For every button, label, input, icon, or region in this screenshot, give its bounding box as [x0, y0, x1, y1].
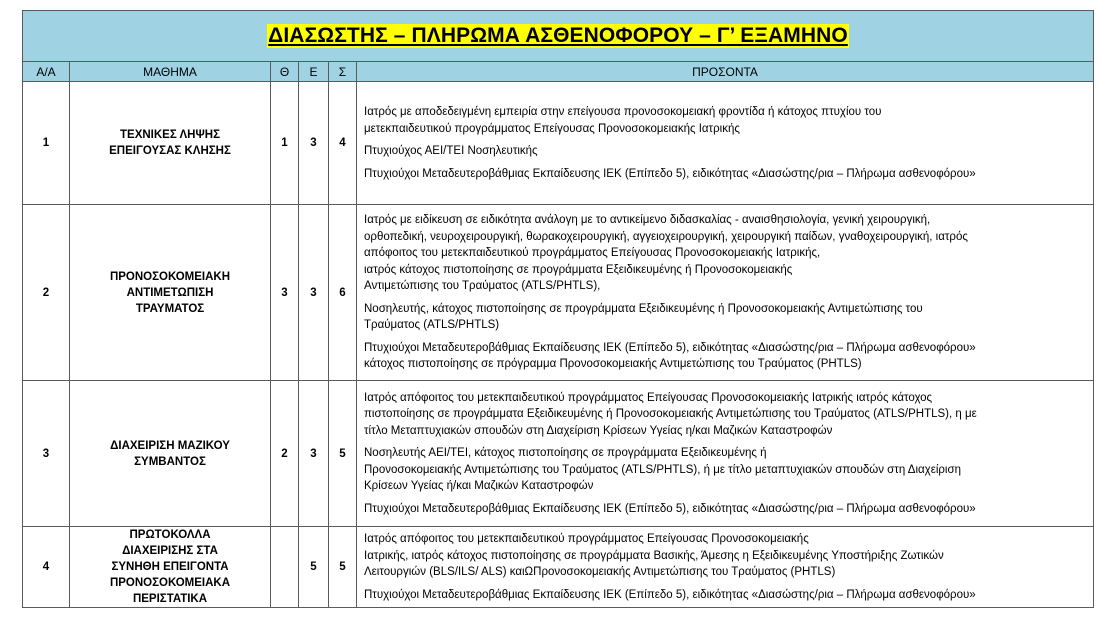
qualifications-cell [357, 527, 1094, 608]
qualification-item: Πτυχιούχοι Μεταδευτεροβάθμιας Εκπαίδευσης ΙΕΚ (Επίπεδο 5), ειδικότητας «Διασώστης/ρια – Πλήρωμα ασθενοφόρου» [364, 588, 976, 601]
header-theta: Θ [271, 62, 299, 82]
theta-cell: 1 [271, 82, 299, 205]
sigma-cell: 6 [329, 205, 357, 381]
theta-cell: 2 [271, 381, 299, 527]
table-row [23, 82, 1094, 205]
qualifications-cell [357, 82, 1094, 205]
subject-text: ΤΕΧΝΙΚΕΣ ΛΗΨΗΣ ΕΠΕΙΓΟΥΣΑΣ ΚΛΗΣΗΣ [109, 129, 231, 157]
qualification-item: Ιατρός απόφοιτος του μετεκπαιδευτικού προγράμματος Επείγουσας Προνοσοκομειακής Ιατρικής, ιατρός κάτοχος πιστοποίησης σε προγράμματα Βασικής, Άμεσης η Εξειδικευμένης Υποστήριξης Ζωτικών Λειτουργιών (BLS/ILS/ ALS) καιΩΠρονοσοκομειακής Αντιμετώπισης του Τραύματος (PHTLS) [364, 533, 944, 578]
table-row [23, 527, 1094, 608]
sigma-cell: 5 [329, 527, 357, 608]
qualification-item: Ιατρός με ειδίκευση σε ειδικότητα ανάλογη με το αντικείμενο διδασκαλίας - αναισθησιολογία, γενική χειρουργική, ορθοπεδική, νευροχειρουργική, θωρακοχειρουργική, αγγειοχειρουργική, χειρουργική παίδων, γναθοχειρουργική, ιατρός απόφοιτος του μετεκπαιδευτικού προγράμματος Επείγουσας Προνοσοκομειακής Ιατρικής, ιατρός κάτοχος πιστοποίησης σε προγράμματα Εξειδικευμένης ή Προνοσοκομειακής Αντιμετώπισης του Τραύματος (ATLS/PHTLS), [364, 214, 968, 293]
sigma-cell: 5 [329, 381, 357, 527]
qualification-item: Νοσηλευτής, κάτοχος πιστοποίησης σε προγράμματα Εξειδικευμένης ή Προνοσοκομειακής Αντιμετώπισης του Τραύματος (ATLS/PHTLS) [364, 302, 923, 332]
header-qualifications: ΠΡΟΣΟΝΤΑ [357, 62, 1094, 82]
qualification-item: Ιατρός απόφοιτος του μετεκπαιδευτικού προγράμματος Επείγουσας Προνοσοκομειακής Ιατρικής ιατρός κάτοχος πιστοποίησης σε προγράμματα Εξειδικευμένης ή Προνοσοκομειακής Αντιμετώπισης του Τραύματος (ATLS/PHTLS), η με τίτλο Μεταπτυχιακών σπουδών στη Διαχείριση Κρίσεων Υγείας η/και Μαζικών Καταστροφών [364, 391, 977, 437]
header-epsilon: Ε [299, 62, 329, 82]
qualification-item: Νοσηλευτής ΑΕΙ/ΤΕΙ, κάτοχος πιστοποίησης σε προγράμματα Εξειδικευμένης ή Προνοσοκομειακής Αντιμετώπισης του Τραύματος (ATLS/PHTLS), ή με τίτλο μεταπτυχιακών σπουδών στη Διαχείριση Κρίσεων Υγείας ή/και Μαζικών Καταστροφών [364, 447, 961, 493]
row-number: 3 [23, 381, 70, 527]
qualification-item: Πτυχιούχοι Μεταδευτεροβάθμιας Εκπαίδευσης ΙΕΚ (Επίπεδο 5), ειδικότητας «Διασώστης/ρια – Πλήρωμα ασθενοφόρου» κάτοχος πιστοποίησης σε πρόγραμμα Προνοσοκομειακής Αντιμετώπισης του Τραύματος (PHTLS) [364, 341, 976, 371]
subject-cell [70, 527, 271, 608]
qualification-item: Ιατρός με αποδεδειγμένη εμπειρία στην επείγουσα προνοσοκομειακή φροντίδα ή κάτοχος πτυχίου του μετεκπαιδευτικού προγράμματος Επείγουσας Προνοσοκομειακής Ιατρικής [364, 106, 882, 135]
theta-cell [271, 527, 299, 608]
table-row [23, 205, 1094, 381]
page-title: ΔΙΑΣΩΣΤΗΣ – ΠΛΗΡΩΜΑ ΑΣΘΕΝΟΦΟΡΟΥ – Γ’ ΕΞΑΜΗΝΟ [268, 24, 848, 47]
epsilon-cell: 3 [299, 82, 329, 205]
subject-cell [70, 205, 271, 381]
header-subject: ΜΑΘΗΜΑ [70, 62, 271, 82]
header-aa: Α/Α [23, 62, 70, 82]
table-row [23, 381, 1094, 527]
row-number: 4 [23, 527, 70, 608]
theta-cell: 3 [271, 205, 299, 381]
qualification-item: Πτυχιούχος ΑΕΙ/ΤΕΙ Νοσηλευτικής [364, 145, 538, 157]
header-sigma: Σ [329, 62, 357, 82]
qualifications-cell [357, 205, 1094, 381]
title-cell [23, 11, 1094, 62]
row-number: 1 [23, 82, 70, 205]
subject-cell [70, 82, 271, 205]
subject-text: ΠΡΩΤΟΚΟΛΛΑ ΔΙΑΧΕΙΡΙΣΗΣ ΣΤΑ ΣΥΝΗΘΗ ΕΠΕΙΓΟΝΤΑ ΠΡΟΝΟΣΟΚΟΜΕΙΑΚΑ ΠΕΡΙΣΤΑΤΙΚΑ [109, 529, 231, 605]
subject-cell [70, 381, 271, 527]
row-number: 2 [23, 205, 70, 381]
subject-text: ΔΙΑΧΕΙΡΙΣΗ ΜΑΖΙΚΟΥ ΣΥΜΒΑΝΤΟΣ [110, 439, 230, 468]
epsilon-cell: 5 [299, 527, 329, 608]
epsilon-cell: 3 [299, 205, 329, 381]
sigma-cell: 4 [329, 82, 357, 205]
curriculum-table [22, 10, 1094, 608]
qualification-item: Πτυχιούχοι Μεταδευτεροβάθμιας Εκπαίδευσης ΙΕΚ (Επίπεδο 5), ειδικότητας «Διασώστης/ρια – Πλήρωμα ασθενοφόρου» [364, 167, 976, 180]
epsilon-cell: 3 [299, 381, 329, 527]
title-row [23, 11, 1094, 62]
qualifications-cell [357, 381, 1094, 527]
subject-text: ΠΡΟΝΟΣΟΚΟΜΕΙΑΚΗ ΑΝΤΙΜΕΤΩΠΙΣΗ ΤΡΑΥΜΑΤΟΣ [109, 270, 231, 315]
header-row [23, 62, 1094, 82]
qualification-item: Πτυχιούχοι Μεταδευτεροβάθμιας Εκπαίδευσης ΙΕΚ (Επίπεδο 5), ειδικότητας «Διασώστης/ρια – Πλήρωμα ασθενοφόρου» [364, 502, 976, 515]
